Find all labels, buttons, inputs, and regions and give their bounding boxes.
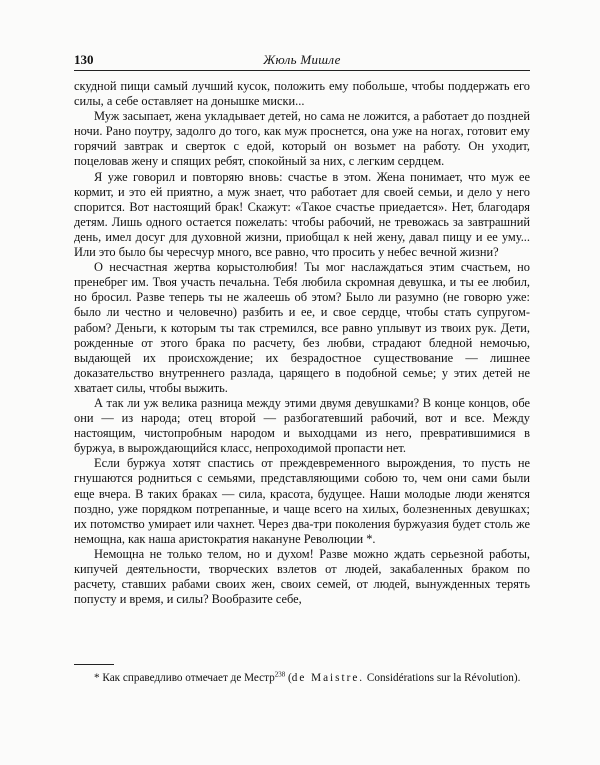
footnote-marker: * [94,672,100,684]
footnote-source: Considérations sur la Révolution). [366,672,521,684]
page-header [74,52,530,70]
paragraph: А так ли уж велика разница между этими двумя девушками? В конце концов, обе они — из народа; отец второй — разбогатевший рабочий, вот и все. Между настоящим, чистопробным народом и выходцами из него, превратившимися в буржуа, в вырождающийся класс, непроходимой пропасти нет. [74,395,530,456]
paragraph: Муж засыпает, жена укладывает детей, но сама не ложится, а работает до поздней ночи. Рано поутру, задолго до того, как муж проснется, она уже на ногах, готовит ему горячий завтрак и сверток с едой, который он возьмет на работу. Он уходит, поцеловав жену и спящих ребят, спокойный за них, с легким сердцем. [74,109,530,169]
page-number: 130 [74,52,94,67]
footnote-author: de Maistre. [291,672,365,684]
main-text [74,79,530,607]
running-head: Жюль Мишле [263,52,341,67]
paragraph: Если буржуа хотят спастись от преждевременного вырождения, то пусть не гнушаются родниться с семьями, представляющими собою то, чем они сами были еще вчера. В таких браках — сила, красота, будущее. Наши молодые люди женятся поздно, уже порядком потрепанные, и чаще всего на хилых, болезненных девушках; их потомство умирает или чахнет. Через два-три поколения буржуазия будет столь же немощна, как наша аристократия накануне Революции *. [74,456,530,546]
paragraph: Я уже говорил и повторяю вновь: счастье в этом. Жена понимает, что муж ее кормит, и это ей приятно, а муж знает, что работает для своей семьи, и дело у него спорится. Вот настоящий брак! Скажут: «Такое счастье приедается». Нет, благодаря детям. Лишь одного остается пожелать: чтобы рабочий, не тревожась за завтрашний день, имел досуг для духовной жизни, приобщал к ней жену, давал пищу и ее уму... Или это было бы чересчур много, все равно, что просить у небес вечной жизни? [74,169,530,260]
footnote-rule [74,664,114,665]
paragraph: О несчастная жертва корыстолюбия! Ты мог наслаждаться этим счастьем, но пренебрег им. Твоя участь печальна. Тебя любила скромная девушка, и ты ее любил, но бросил. Разве теперь ты не жалеешь об этом? Было ли разумно (не говорю уже: было ли честно и человечно) разбить и ее, и свое сердце, чтобы стать супругом-рабом? Деньги, к которым ты так стремился, все равно уплывут из твоих рук. Дети, рожденные от этого брака по расчету, без любви, страдают бледной немочью, выдающей их происхождение; их безрадостное существование — лишнее доказательство внутреннего разлада, царящего в подобной семье; у этих детей не хватает силы, чтобы выжить. [74,260,530,395]
footnote-text: * Как справедливо отмечает де Местр$^{238}$ (de Maistre. Considérations sur la Révolution). [94,670,521,684]
paragraph: скудной пищи самый лучший кусок, положить ему побольше, чтобы поддержать его силы, а себе оставляет на донышке миски... [74,79,530,109]
footnote [74,671,530,685]
footnote-reference-number: 238 [274,670,286,679]
footnote-lead: Как справедливо отмечает де Местр [102,672,275,684]
header-rule [74,70,530,71]
paragraph: Немощна не только телом, но и духом! Разве можно ждать серьезной работы, кипучей деятельности, творческих взлетов от людей, закабаленных браком по расчету, ставших рабами своих жен, своих семей, от людей, вынужденных терять попусту и время, и силы? Вообразите себе, [74,546,530,607]
